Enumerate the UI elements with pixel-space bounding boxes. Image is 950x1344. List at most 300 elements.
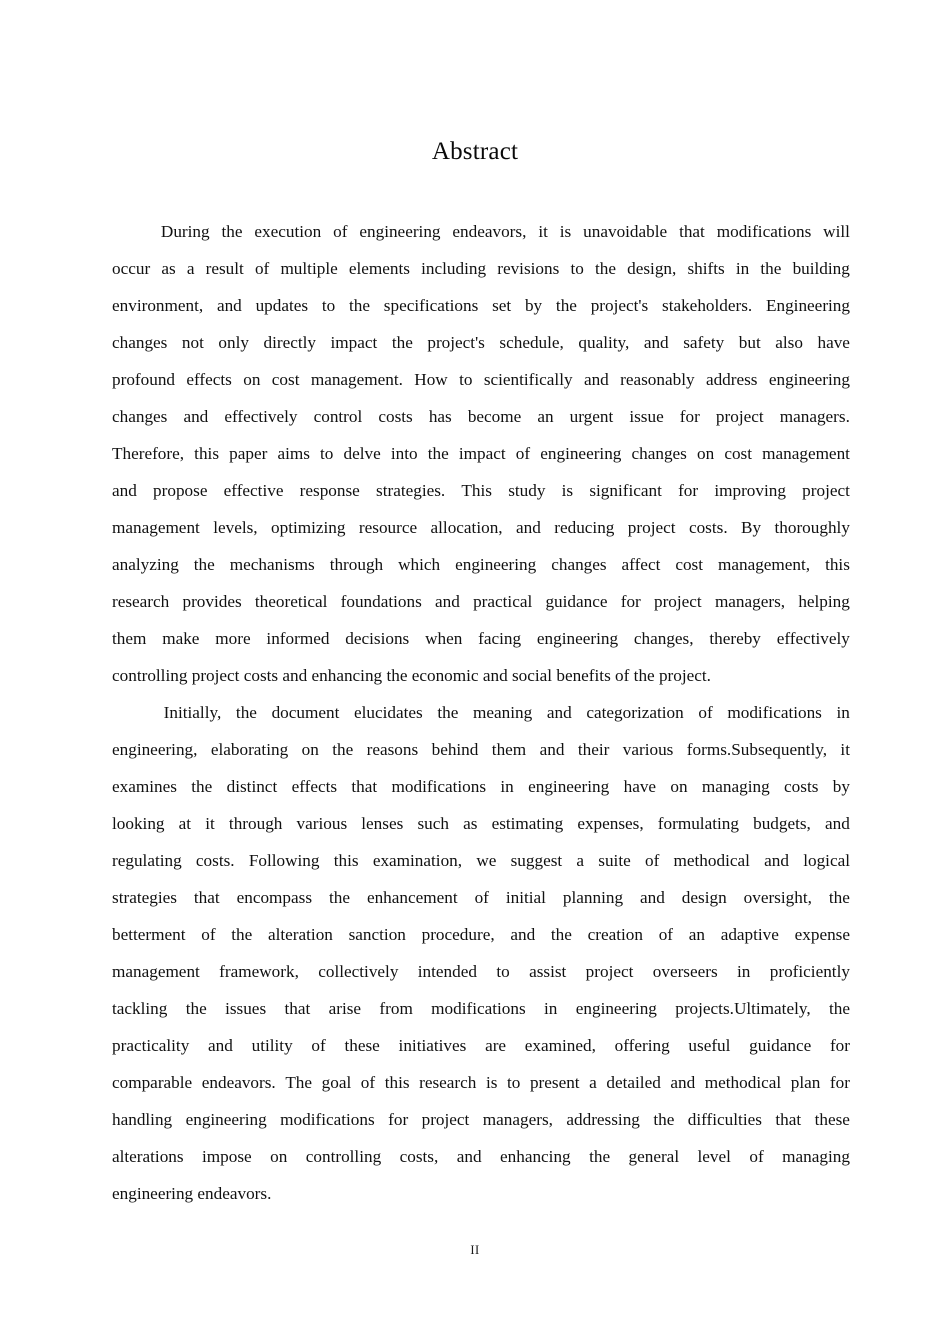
word: safety xyxy=(683,333,725,352)
word: not xyxy=(181,333,204,352)
word: that xyxy=(351,777,378,796)
word: only xyxy=(218,333,249,352)
word: quality, xyxy=(578,333,630,352)
word: aims xyxy=(277,444,310,463)
text-line xyxy=(112,509,850,546)
text-line xyxy=(112,768,850,805)
word: and xyxy=(456,1147,482,1166)
word: tackling xyxy=(112,999,168,1018)
word: managing xyxy=(701,777,770,796)
word: on xyxy=(243,370,261,389)
word: we xyxy=(476,851,497,870)
word: to xyxy=(321,296,336,315)
text-line xyxy=(112,694,850,731)
text-line xyxy=(112,472,850,509)
word: of xyxy=(658,925,674,944)
word: profound xyxy=(112,370,176,389)
word: encompass xyxy=(236,888,313,907)
word: become xyxy=(467,407,522,426)
word: controlling xyxy=(305,1147,382,1166)
word: this xyxy=(825,555,850,574)
word: of xyxy=(474,888,489,907)
text-line xyxy=(112,546,850,583)
word: betterment xyxy=(112,925,186,944)
word: the xyxy=(653,1110,675,1129)
word: for xyxy=(388,1110,409,1129)
word: the xyxy=(437,703,459,722)
word: schedule, xyxy=(499,333,564,352)
word: an xyxy=(688,925,705,944)
word: these xyxy=(344,1036,380,1055)
word: cost xyxy=(675,555,704,574)
text-line xyxy=(112,1138,850,1175)
word: through xyxy=(329,555,384,574)
word: managers, xyxy=(714,592,786,611)
word: endeavors, xyxy=(452,222,527,241)
text-line xyxy=(112,1101,850,1138)
word: estimating xyxy=(491,814,564,833)
word: proficiently xyxy=(769,962,850,981)
word: for xyxy=(679,407,700,426)
word: the xyxy=(193,555,215,574)
word: set xyxy=(492,296,512,315)
word: project xyxy=(715,407,764,426)
word: this xyxy=(194,444,220,463)
word: formulating xyxy=(657,814,739,833)
word: that xyxy=(775,1110,802,1129)
word: research xyxy=(419,1073,477,1092)
word: that xyxy=(193,888,220,907)
word: significant xyxy=(589,481,662,500)
word: to xyxy=(507,1073,521,1092)
word: management xyxy=(762,444,850,463)
word: to xyxy=(320,444,334,463)
word: project's xyxy=(427,333,485,352)
word: alteration xyxy=(267,925,333,944)
word: including xyxy=(421,259,487,278)
word: management xyxy=(112,518,200,537)
word: engineering xyxy=(455,555,537,574)
word: them xyxy=(491,740,527,759)
word: and xyxy=(183,407,209,426)
word: effectively xyxy=(224,407,298,426)
word: is xyxy=(561,481,574,500)
word: as xyxy=(463,814,478,833)
word: which xyxy=(398,555,441,574)
word: updates xyxy=(255,296,309,315)
word: modifications xyxy=(391,777,487,796)
word: provides xyxy=(182,592,242,611)
word: affect xyxy=(621,555,661,574)
word: make xyxy=(162,629,200,648)
word: creation xyxy=(587,925,643,944)
word: of xyxy=(749,1147,764,1166)
word: modifications xyxy=(431,999,526,1018)
word: it xyxy=(538,222,548,241)
word: design, xyxy=(627,259,677,278)
word: by xyxy=(832,777,850,796)
word: and xyxy=(640,888,665,907)
word: effects xyxy=(186,370,232,389)
word: cost xyxy=(271,370,300,389)
word: response xyxy=(299,481,360,500)
text-line xyxy=(112,731,850,768)
word: changes xyxy=(112,333,168,352)
word: an xyxy=(537,407,554,426)
word: propose xyxy=(153,481,208,500)
word: on xyxy=(670,777,688,796)
word: examines xyxy=(112,777,177,796)
word: engineering xyxy=(768,370,850,389)
word: revisions xyxy=(497,259,560,278)
word: design xyxy=(681,888,727,907)
word: the xyxy=(332,740,354,759)
word: of xyxy=(515,444,531,463)
word: multiple xyxy=(280,259,338,278)
word: decisions xyxy=(345,629,410,648)
word: improving xyxy=(714,481,786,500)
word: in xyxy=(544,999,558,1018)
word: the xyxy=(427,444,449,463)
word: directly xyxy=(263,333,316,352)
word: helping xyxy=(798,592,850,611)
word: and xyxy=(825,814,850,833)
word: informed xyxy=(266,629,330,648)
word: intended xyxy=(417,962,477,981)
text-line xyxy=(112,324,850,361)
word: general xyxy=(628,1147,680,1166)
word: practicality xyxy=(112,1036,190,1055)
word: a xyxy=(576,851,585,870)
word: alterations xyxy=(112,1147,184,1166)
word: and xyxy=(435,592,460,611)
word: is xyxy=(559,222,572,241)
word: them xyxy=(112,629,147,648)
word: on xyxy=(697,444,715,463)
word: level xyxy=(697,1147,731,1166)
word: the xyxy=(349,296,371,315)
word: stakeholders. xyxy=(662,296,753,315)
word: in xyxy=(836,703,850,722)
word: the xyxy=(828,999,850,1018)
word: that xyxy=(284,999,311,1018)
word: these xyxy=(814,1110,850,1129)
word: reducing xyxy=(554,518,615,537)
word: project xyxy=(421,1110,470,1129)
word: overseers xyxy=(652,962,718,981)
word: of xyxy=(698,703,713,722)
word: that xyxy=(679,222,705,241)
word: project's xyxy=(590,296,649,315)
word: project xyxy=(802,481,850,500)
word: environment, xyxy=(112,296,204,315)
word: modifications xyxy=(716,222,812,241)
word: engineering xyxy=(359,222,441,241)
word: and xyxy=(546,703,572,722)
word: the xyxy=(185,999,207,1018)
word: a xyxy=(589,1073,597,1092)
word: facing xyxy=(478,629,522,648)
word: control xyxy=(313,407,363,426)
word: and xyxy=(510,925,536,944)
word: research xyxy=(112,592,170,611)
word: engineering, xyxy=(112,740,198,759)
word: for xyxy=(620,592,641,611)
word: more xyxy=(215,629,251,648)
page-title: Abstract xyxy=(431,137,519,165)
word: as xyxy=(161,259,176,278)
word: impact xyxy=(330,333,378,352)
word: various xyxy=(622,740,674,759)
word: execution xyxy=(254,222,322,241)
word: the xyxy=(391,333,413,352)
word: Initially, xyxy=(163,703,222,722)
word: of xyxy=(311,1036,326,1055)
word: enhancing xyxy=(500,1147,571,1166)
word: their xyxy=(577,740,610,759)
word: of xyxy=(201,925,216,944)
text-line xyxy=(112,842,850,879)
word: difficulties xyxy=(687,1110,762,1129)
text-line xyxy=(112,805,850,842)
word: urgent xyxy=(569,407,614,426)
word: planning xyxy=(562,888,624,907)
word: paper xyxy=(229,444,268,463)
text-line xyxy=(112,953,850,990)
word: in xyxy=(735,259,750,278)
word: expense xyxy=(794,925,850,944)
word: categorization xyxy=(586,703,684,722)
word: management. xyxy=(310,370,403,389)
word: guidance xyxy=(749,1036,812,1055)
word: and xyxy=(208,1036,233,1055)
word: examination, xyxy=(372,851,463,870)
word: costs xyxy=(784,777,819,796)
word: from xyxy=(379,999,413,1018)
word: arise xyxy=(328,999,362,1018)
word: have xyxy=(623,777,657,796)
word: management, xyxy=(717,555,811,574)
word: allocation, xyxy=(430,518,503,537)
word: effectively xyxy=(776,629,850,648)
word: also xyxy=(775,333,803,352)
word: lenses xyxy=(361,814,404,833)
word: managers, xyxy=(482,1110,553,1129)
word: managers. xyxy=(779,407,850,426)
word: engineering xyxy=(528,777,610,796)
word: the xyxy=(235,703,257,722)
word: Engineering xyxy=(766,296,850,315)
word: this xyxy=(333,851,359,870)
word: handling xyxy=(112,1110,173,1129)
word: utility xyxy=(251,1036,293,1055)
word: but xyxy=(738,333,761,352)
word: the xyxy=(191,777,213,796)
paragraph xyxy=(112,213,850,694)
word: through xyxy=(228,814,283,833)
text-line: engineering endeavors. xyxy=(112,1184,272,1203)
word: has xyxy=(428,407,452,426)
word: changes xyxy=(631,444,687,463)
word: By xyxy=(741,518,762,537)
first-line-indent xyxy=(112,694,149,731)
word: this xyxy=(384,1073,410,1092)
word: various xyxy=(296,814,348,833)
word: plan xyxy=(790,1073,821,1092)
word: During xyxy=(160,222,210,241)
word: elucidates xyxy=(354,703,423,722)
word: Therefore, xyxy=(112,444,185,463)
word: modifications xyxy=(727,703,822,722)
word: elaborating xyxy=(210,740,289,759)
word: thereby xyxy=(709,629,761,648)
word: are xyxy=(485,1036,507,1055)
word: result xyxy=(205,259,244,278)
word: procedure, xyxy=(421,925,495,944)
word: adaptive xyxy=(720,925,779,944)
paragraph xyxy=(112,694,850,1212)
word: detailed xyxy=(606,1073,661,1092)
word: into xyxy=(390,444,418,463)
word: unavoidable xyxy=(583,222,668,241)
text-line xyxy=(112,620,850,657)
text-line xyxy=(112,287,850,324)
word: enhancement xyxy=(366,888,458,907)
word: endeavors. xyxy=(201,1073,276,1092)
text-line xyxy=(112,1027,850,1064)
word: study xyxy=(508,481,546,500)
word: engineering xyxy=(185,1110,267,1129)
word: framework, xyxy=(219,962,299,981)
word: strategies xyxy=(112,888,177,907)
word: and xyxy=(516,518,541,537)
word: elements xyxy=(348,259,410,278)
text-line xyxy=(112,398,850,435)
word: comparable xyxy=(112,1073,193,1092)
word: delve xyxy=(343,444,381,463)
text-line xyxy=(112,583,850,620)
word: regulating xyxy=(112,851,182,870)
word: project xyxy=(585,962,634,981)
word: modifications xyxy=(280,1110,375,1129)
text-line xyxy=(112,879,850,916)
word: issue xyxy=(629,407,664,426)
word: assist xyxy=(529,962,567,981)
word: for xyxy=(678,481,699,500)
word: budgets, xyxy=(753,814,811,833)
word: How xyxy=(414,370,448,389)
word: levels, xyxy=(213,518,258,537)
word: suite xyxy=(598,851,631,870)
word: This xyxy=(461,481,492,500)
word: present xyxy=(529,1073,580,1092)
word: collectively xyxy=(318,962,399,981)
word: methodical xyxy=(704,1073,782,1092)
text-line xyxy=(112,435,850,472)
word: changes, xyxy=(633,629,694,648)
word: management xyxy=(112,962,200,981)
word: and xyxy=(583,370,609,389)
word: the xyxy=(221,222,243,241)
word: engineering xyxy=(540,444,622,463)
word: and xyxy=(112,481,137,500)
word: strategies. xyxy=(376,481,446,500)
word: projects.Ultimately, xyxy=(675,999,811,1018)
word: logical xyxy=(803,851,850,870)
word: and xyxy=(670,1073,696,1092)
word: have xyxy=(817,333,850,352)
word: and xyxy=(643,333,669,352)
word: at xyxy=(178,814,192,833)
word: guidance xyxy=(545,592,608,611)
text-line xyxy=(112,916,850,953)
word: optimizing xyxy=(271,518,346,537)
word: and xyxy=(216,296,242,315)
word: to xyxy=(459,370,473,389)
first-line-indent xyxy=(112,213,149,250)
word: the xyxy=(550,925,572,944)
word: reasonably xyxy=(620,370,695,389)
word: document xyxy=(271,703,340,722)
word: engineering xyxy=(536,629,619,648)
word: such xyxy=(417,814,449,833)
word: looking xyxy=(112,814,165,833)
word: analyzing xyxy=(112,555,179,574)
word: on xyxy=(301,740,319,759)
word: managing xyxy=(782,1147,850,1166)
word: suggest xyxy=(510,851,563,870)
word: occur xyxy=(112,259,151,278)
word: effective xyxy=(223,481,284,500)
word: sanction xyxy=(348,925,406,944)
word: it xyxy=(205,814,215,833)
word: cost xyxy=(724,444,752,463)
word: changes xyxy=(112,407,168,426)
word: goal xyxy=(321,1073,352,1092)
word: forms.Subsequently, xyxy=(686,740,827,759)
word: The xyxy=(285,1073,313,1092)
word: building xyxy=(792,259,850,278)
word: meaning xyxy=(473,703,533,722)
word: costs. xyxy=(195,851,235,870)
word: costs, xyxy=(399,1147,439,1166)
word: of xyxy=(360,1073,376,1092)
word: foundations xyxy=(340,592,422,611)
word: impose xyxy=(202,1147,252,1166)
word: project xyxy=(653,592,702,611)
word: scientifically xyxy=(483,370,573,389)
word: is xyxy=(485,1073,498,1092)
word: initial xyxy=(505,888,546,907)
word: thoroughly xyxy=(774,518,850,537)
word: methodical xyxy=(673,851,750,870)
word: of xyxy=(333,222,348,241)
word: by xyxy=(524,296,543,315)
word: costs. xyxy=(688,518,728,537)
word: behind xyxy=(431,740,479,759)
word: will xyxy=(823,222,850,241)
word: a xyxy=(186,259,195,278)
word: theoretical xyxy=(254,592,328,611)
word: mechanisms xyxy=(229,555,315,574)
word: the xyxy=(760,259,782,278)
word: issues xyxy=(225,999,267,1018)
word: oversight, xyxy=(743,888,812,907)
word: the xyxy=(555,296,577,315)
word: useful xyxy=(688,1036,731,1055)
word: and xyxy=(539,740,565,759)
word: Following xyxy=(248,851,320,870)
